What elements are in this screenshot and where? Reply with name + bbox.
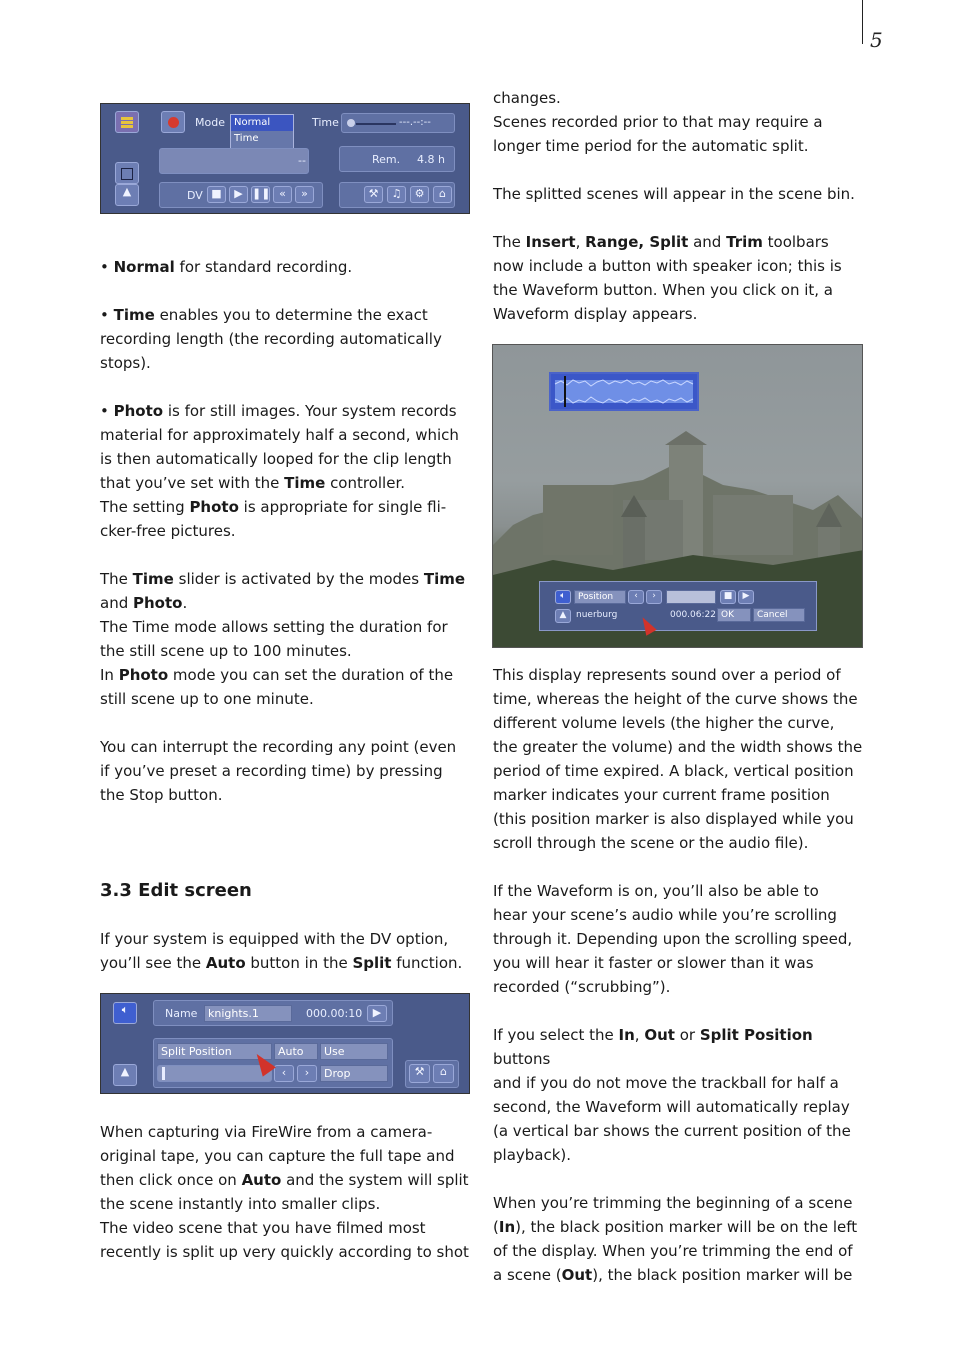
drop-button[interactable]: Drop (320, 1065, 388, 1082)
rem-label: Rem. (372, 153, 401, 166)
prev-button[interactable]: ‹ (274, 1065, 294, 1082)
section-heading: 3.3 Edit screen (100, 880, 252, 901)
waveform-up-button[interactable]: ▲ (555, 609, 571, 623)
page-number: 5 (870, 28, 883, 52)
gear-icon: ⚙ (414, 187, 425, 200)
name-input[interactable]: knights.1 (204, 1005, 292, 1022)
field-suffix: -- (298, 154, 306, 167)
left-column-upper (100, 255, 472, 807)
split-position-button[interactable]: Split Position (157, 1043, 272, 1060)
audio-tool-button[interactable] (387, 186, 406, 203)
display-paragraph: This display represents sound over a period of time, whereas the height of the curve shows the different volume levels (the higher the curve, the greater the volume) and the width shows the period of time expired. A black, vertical position marker indicates your current frame position (this position marker is also displayed while you scroll through the scene or the audio file). (493, 666, 863, 852)
left-column-edit-intro (100, 879, 472, 975)
select-paragraph: If you select the In, Out or Split Position buttons and if you do not move the trackball for half a second, the Waveform will automatically replay (a vertical bar shows the current position of the playback). (493, 1026, 851, 1164)
pause-button[interactable]: ❚❚ (251, 186, 270, 203)
use-button[interactable]: Use (320, 1043, 388, 1060)
time-label: Time (312, 116, 339, 129)
up-button[interactable]: ▲ (115, 184, 139, 206)
auto-button[interactable]: Auto (274, 1043, 318, 1060)
waveform-control-bar (539, 581, 817, 631)
edit-play-button[interactable]: ▶ (367, 1005, 387, 1022)
menu-icon (121, 117, 133, 128)
time-slider-knob[interactable] (347, 119, 355, 127)
edit-panel-screenshot (100, 993, 470, 1094)
rem-value: 4.8 h (417, 153, 445, 166)
time-slider-track (356, 123, 396, 125)
record-button[interactable] (161, 111, 185, 133)
interrupt-paragraph: You can interrupt the recording any point (even if you’ve preset a recording time) by pressing the Stop button. (100, 738, 457, 804)
edit-timecode: 000.00:10 (306, 1007, 363, 1020)
bullet-time: • Time enables you to determine the exact recording length (the recording automatically stops). (100, 306, 442, 372)
page-corner-rule (862, 0, 863, 44)
wf-cancel-button[interactable]: Cancel (753, 608, 805, 622)
name-label: Name (165, 1007, 198, 1020)
wf-play-button[interactable]: ▶ (738, 590, 754, 604)
bullet-photo: • Photo is for still images. Your system records material for approximately half a second, which is then automatically looped for the clip length that you’ve set with the Time controller. (100, 402, 459, 492)
right-column-lower (493, 663, 865, 1287)
wrench-icon: ⚒ (414, 1065, 425, 1078)
position-button[interactable]: Position (574, 590, 626, 604)
dv-option-paragraph: If your system is equipped with the DV option, you’ll see the Auto button in the Split function. (100, 930, 463, 972)
speaker-icon: 🔈︎ (560, 591, 566, 601)
home-icon: ⌂ (440, 1065, 447, 1078)
time-mode-paragraph: The Time mode allows setting the duration for the still scene up to 100 minutes. (100, 618, 448, 660)
right-column-upper (493, 86, 865, 326)
split-slider[interactable] (157, 1065, 272, 1082)
time-slider-paragraph: The Time slider is activated by the modes Time and Photo. (100, 570, 466, 612)
waveform-on-paragraph: If the Waveform is on, you’ll also be able to hear your scene’s audio while you’re scrolling through it. Depending upon the scrolling speed, you will hear it faster or slower than it was recorded (“scrubbing”). (493, 882, 853, 996)
home-button-2[interactable] (433, 1064, 454, 1083)
mode-option-time[interactable]: Time (234, 133, 259, 144)
wf-ok-button[interactable]: OK (717, 608, 751, 622)
rewind-button[interactable]: « (273, 186, 292, 203)
wf-slider[interactable] (666, 590, 716, 604)
waveform-screenshot (492, 344, 863, 648)
home-icon: ⌂ (439, 187, 446, 200)
wf-timecode: 000.06:22 (670, 610, 716, 620)
speaker-icon: 🔈︎ (121, 1003, 129, 1016)
music-icon: ♫ (391, 187, 402, 200)
list-button[interactable] (115, 162, 139, 184)
edit-tool-button-2[interactable] (409, 1064, 430, 1083)
time-value: ---.--:-- (399, 117, 431, 128)
wrench-icon: ⚒ (368, 187, 379, 200)
forward-button[interactable]: » (295, 186, 314, 203)
left-column-lower (100, 1120, 472, 1264)
bin-paragraph: The splitted scenes will appear in the scene bin. (493, 185, 855, 203)
photo-mode-paragraph: In Photo mode you can set the duration of the still scene up to one minute. (100, 666, 454, 708)
next-button[interactable]: › (297, 1065, 317, 1082)
wf-scene-name: nuerburg (576, 610, 618, 620)
mode-option-normal[interactable]: Normal (231, 115, 293, 131)
menu-button[interactable] (115, 111, 139, 133)
dv-label: DV (187, 189, 203, 202)
edit-tool-button[interactable] (364, 186, 383, 203)
play-button[interactable]: ▶ (229, 186, 248, 203)
remaining-box (339, 146, 455, 172)
stop-button[interactable]: ■ (207, 186, 226, 203)
mode-label: Mode (195, 116, 225, 129)
edit-up-button[interactable]: ▲ (113, 1064, 137, 1086)
split-slider-knob[interactable] (162, 1067, 165, 1080)
list-icon (121, 168, 133, 180)
wf-next-button[interactable]: › (646, 590, 662, 604)
home-button[interactable] (433, 186, 452, 203)
photo-setting: The setting Photo is appropriate for single fli- cker-free pictures. (100, 498, 447, 540)
record-icon (168, 117, 179, 128)
trimming-paragraph: When you’re trimming the beginning of a scene (In), the black position marker will be on the left of the display. When you’re trimming the end of a scene (Out), the black position marker will be (493, 1194, 858, 1284)
capturing-paragraph: When capturing via FireWire from a camera- original tape, you can capture the full tape and then click once on Auto and the system will split the scene instantly into smaller clips. The video scene that you have filmed most recently is split up very quickly according to shot (100, 1123, 469, 1261)
changes-paragraph: changes. Scenes recorded prior to that may require a longer time period for the automatic split. (493, 89, 823, 155)
bullet-normal: • Normal for standard recording. (100, 258, 353, 276)
toolbars-paragraph: The Insert, Range, Split and Trim toolbars now include a button with speaker icon; this is the Waveform button. When you click on it, a Waveform display appears. (493, 233, 842, 323)
waveform-toggle-button[interactable] (555, 590, 571, 604)
scene-field[interactable] (159, 148, 309, 174)
settings-button[interactable] (410, 186, 429, 203)
wf-stop-button[interactable]: ■ (720, 590, 736, 604)
waveform-button[interactable] (113, 1002, 137, 1024)
time-slider[interactable] (341, 113, 455, 133)
wf-prev-button[interactable]: ‹ (628, 590, 644, 604)
record-panel-screenshot (100, 103, 470, 214)
